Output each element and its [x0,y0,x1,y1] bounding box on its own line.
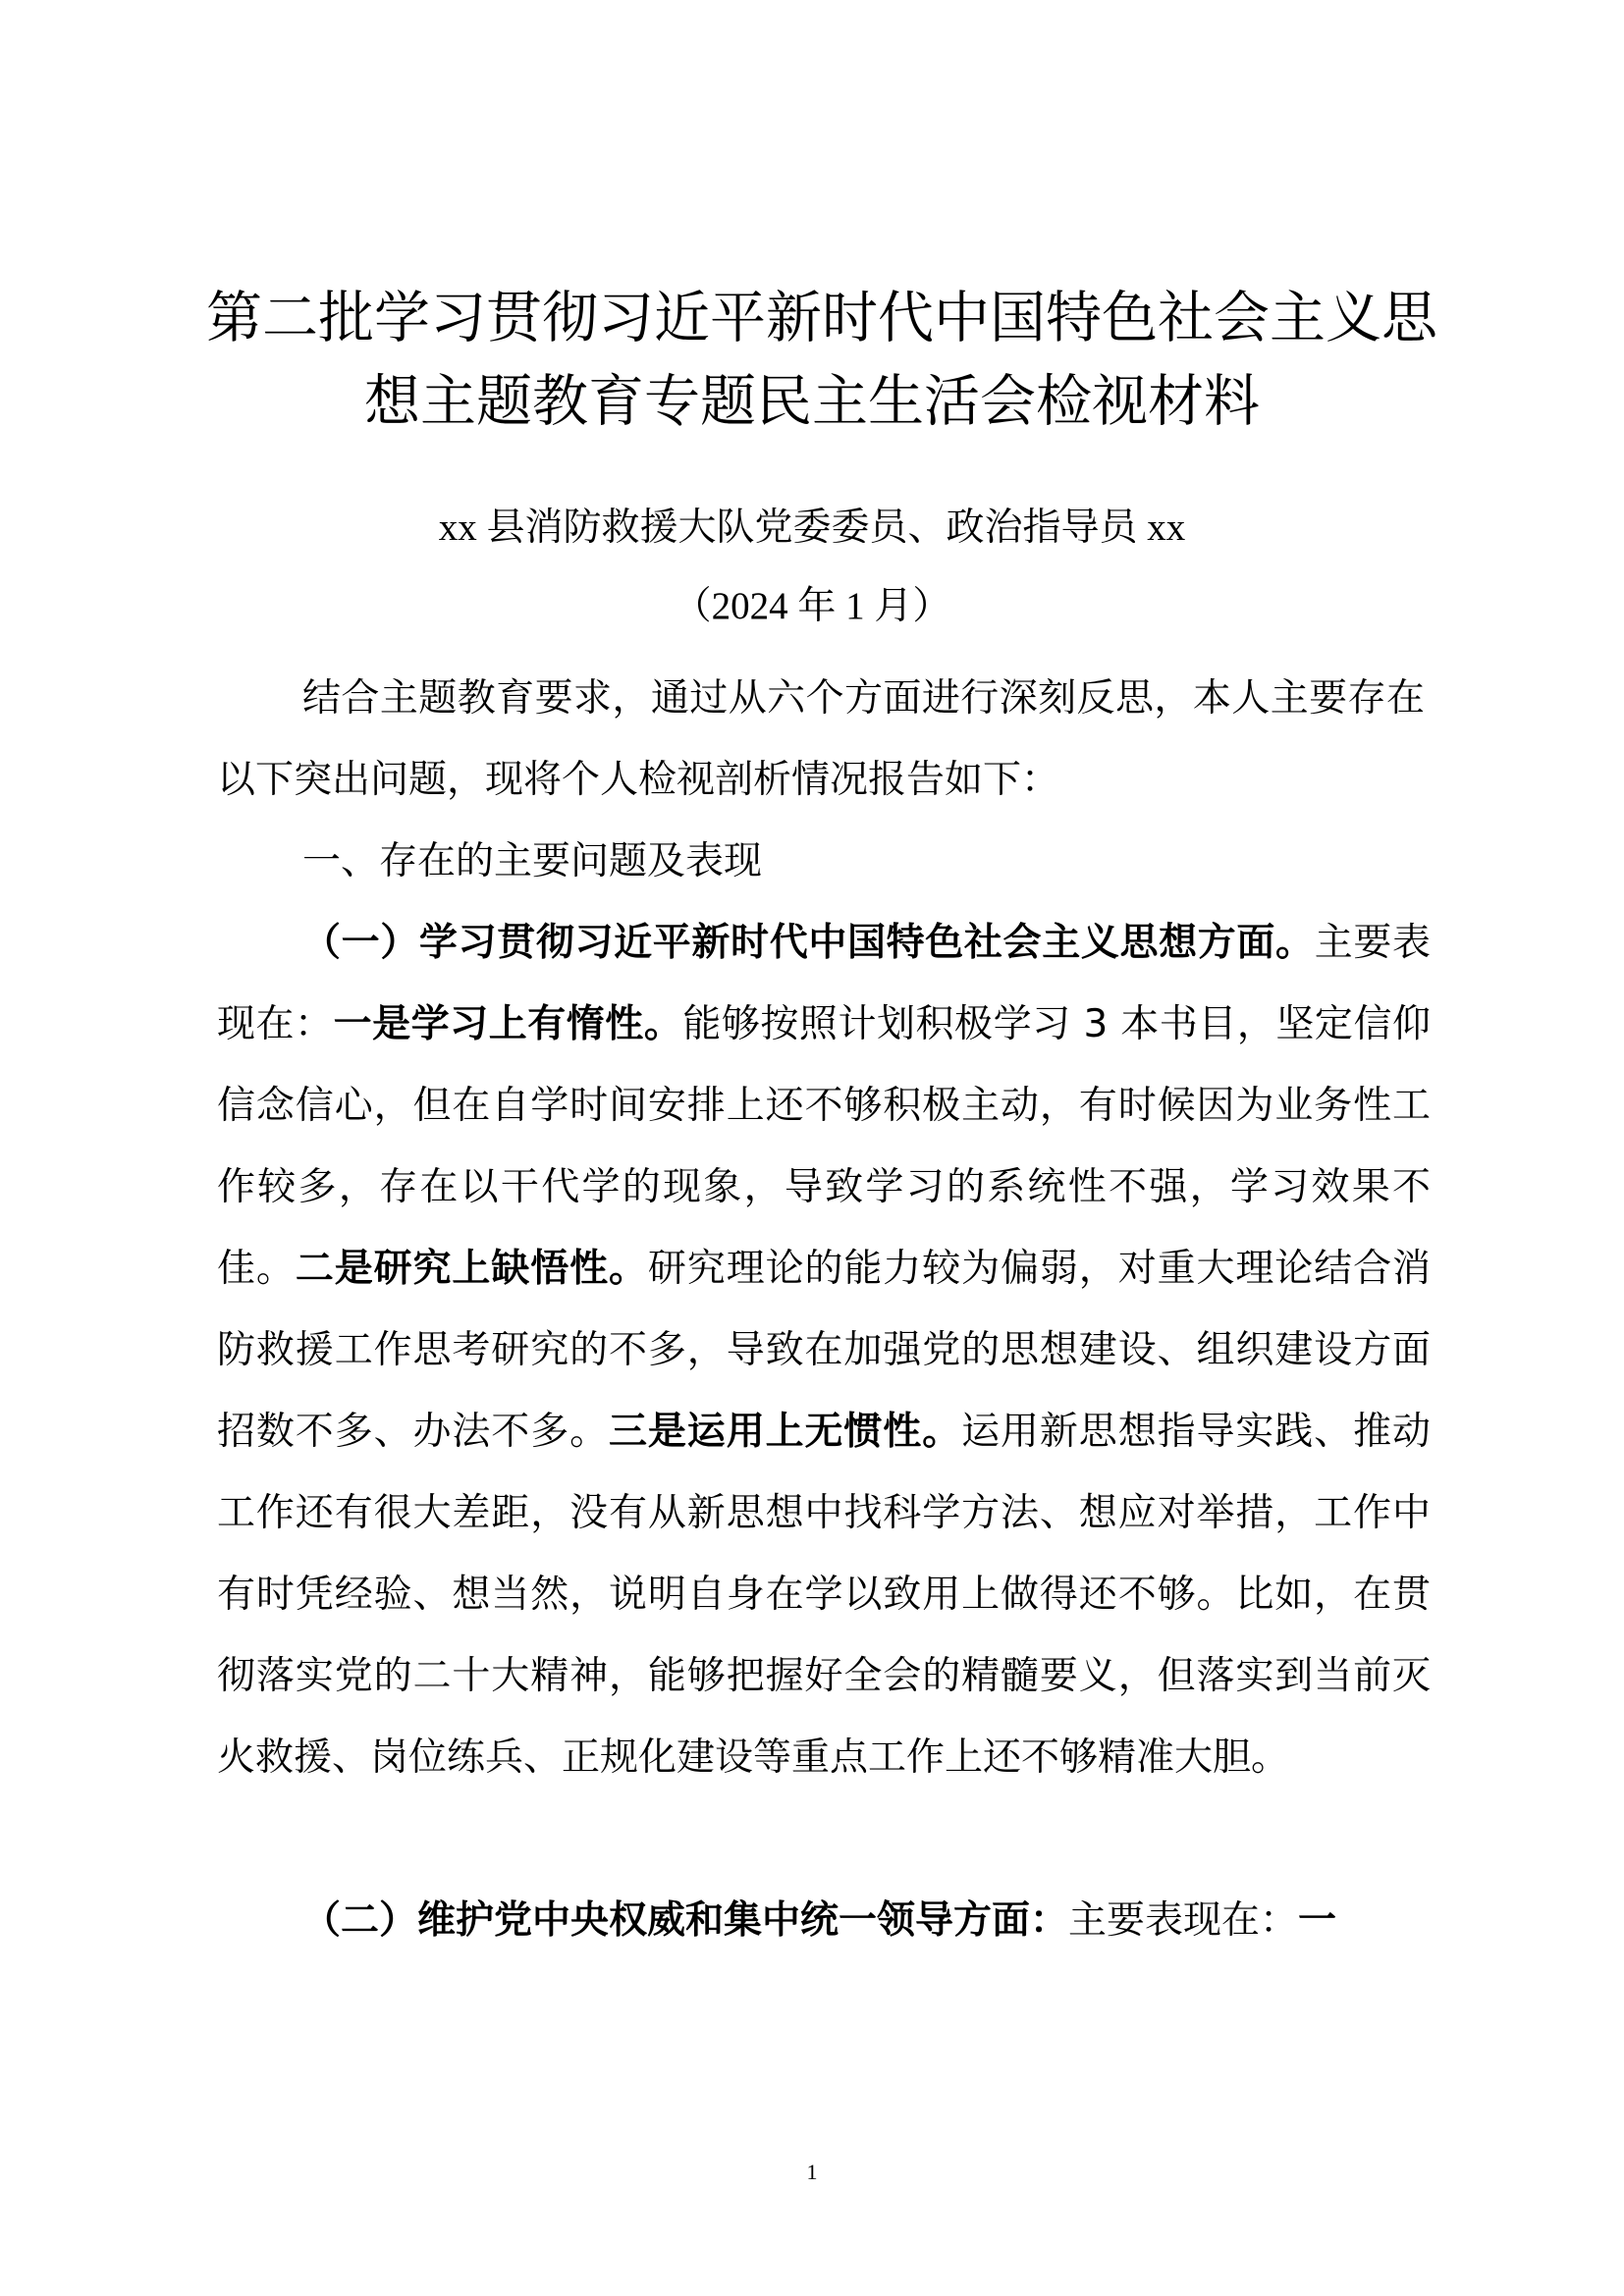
point-1-text: 能够按照计划积极学习 3 本书目，坚定信仰信念信心，但在自学时间安排上还不够积极主动，有时候因为业务性工作较多，存在以干代学的现象，导致学习的系统性不强，学习效果不佳。 [217,1002,1431,1291]
section-heading: 一、存在的主要问题及表现 [302,839,763,883]
point-3-heading: 三是运用上无惯性。 [609,1410,962,1454]
subsection-2-paragraph [302,1880,1516,1961]
document-date: （2024 年 1 月） [673,585,951,627]
document-title-line-1: 第二批学习贯彻习近平新时代中国特色社会主义思 [206,286,1437,350]
subsection-1-paragraph [217,902,1431,1798]
intro-paragraph: 结合主题教育要求，通过从六个方面进行深刻反思，本人主要存在以下突出问题，现将个人检视剖析情况报告如下： [217,676,1425,802]
point-2-heading: 二是研究上缺悟性。 [295,1247,648,1291]
subsection-2-lead: 主要表现在： [1068,1898,1299,1943]
point-1-heading: 一是学习上有惰性。 [333,1002,683,1046]
document-title-line-2: 想主题教育专题民主生活会检视材料 [364,369,1260,434]
document-author: xx 县消防救援大队党委委员、政治指导员 xx [438,507,1186,549]
subsection-2-trailing: 一 [1298,1898,1337,1943]
subsection-1-heading: （一）学习贯彻习近平新时代中国特色社会主义思想方面。 [302,921,1315,965]
subsection-1-lead: 主要表现在： [217,921,1431,1046]
page-number: 1 [806,2160,818,2184]
subsection-2-heading: （二）维护党中央权威和集中统一领导方面： [302,1898,1069,1943]
point-2-text: 研究理论的能力较为偏弱，对重大理论结合消防救援工作思考研究的不多，导致在加强党的思想建设、组织建设方面招数不多、办法不多。 [217,1247,1431,1454]
point-3-text: 运用新思想指导实践、推动工作还有很大差距，没有从新思想中找科学方法、想应对举措，工作中有时凭经验、想当然，说明自身在学以致用上做得还不够。比如，在贯彻落实党的二十大精神，能够把握好全会的精髓要义，但落实到当前灭火救援、岗位练兵、正规化建设等重点工作上还不够精准大胆。 [217,1410,1431,1780]
